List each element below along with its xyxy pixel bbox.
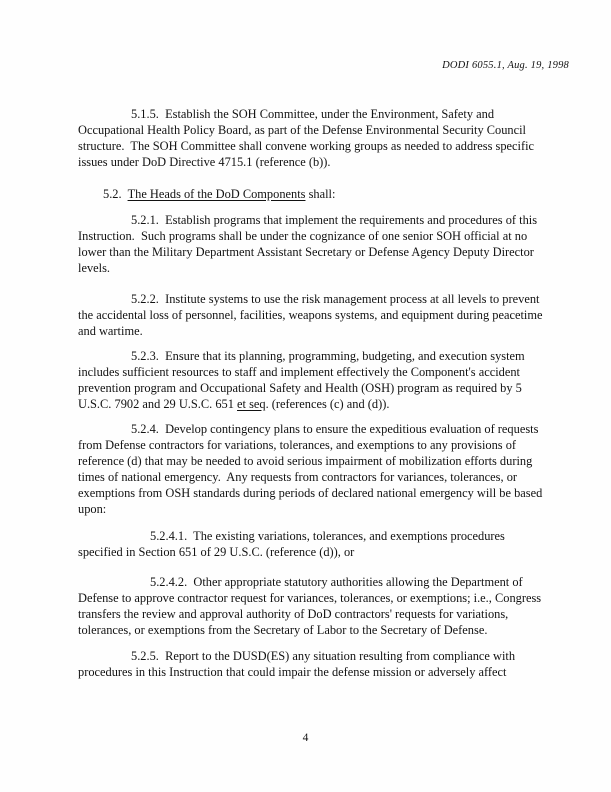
section-heading-suffix: shall: <box>305 187 336 201</box>
paragraph-5-2-3 <box>78 348 544 412</box>
paragraph-5-2-1: 5.2.1. Establish programs that implement the requirements and procedures of this Instruction. Such programs shall be under the cognizance of one senior SOH official at no lower than the Military Department Assistant Secretary or Defense Agency Deputy Director levels. <box>78 213 541 275</box>
paragraph-5-2-3-text-after: . (references (c) and (d)). <box>265 397 390 411</box>
paragraph-5-2-4: 5.2.4. Develop contingency plans to ensure the expeditious evaluation of requests from Defense contractors for variations, tolerances, and exemptions to any provisions of reference (d) that may be needed to avoid serious impairment of mobilization efforts during times of national emergency. Any requests from contractors for variances, tolerances, or exemptions from OSH standards during periods of declared national emergency will be based upon: <box>78 422 546 516</box>
section-heading-number: 5.2. <box>103 187 128 201</box>
document-body <box>78 100 544 680</box>
section-heading-5-2 <box>78 186 544 202</box>
paragraph-5-1-5: 5.1.5. Establish the SOH Committee, under the Environment, Safety and Occupational Health Policy Board, as part of the Defense Environmental Security Council structure. The SOH Committee shall convene working groups as needed to address specific issues under DoD Directive 4715.1 (reference (b)). <box>78 107 538 169</box>
section-heading-underlined-text: The Heads of the DoD Components <box>127 187 306 201</box>
document-header: DODI 6055.1, Aug. 19, 1998 <box>442 60 569 71</box>
paragraph-5-2-4-1: 5.2.4.1. The existing variations, tolerances, and exemptions procedures specified in Section 651 of 29 U.S.C. (reference (d)), or <box>78 529 508 559</box>
paragraph-5-2-2: 5.2.2. Institute systems to use the risk management process at all levels to prevent the accidental loss of personnel, facilities, weapons systems, and equipment during peacetime and wartime. <box>78 292 546 338</box>
page-number: 4 <box>302 732 309 744</box>
paragraph-5-2-4-2: 5.2.4.2. Other appropriate statutory authorities allowing the Department of Defense to approve contractor request for variances, tolerances, or exemptions; i.e., Congress transfers the review and approval authority of DoD contractors' requests for variations, tolerances, or exemptions from the Secretary of Labor to the Secretary of Defense. <box>78 575 545 637</box>
paragraph-5-2-3-underlined-citation: et seq <box>237 397 266 411</box>
paragraph-5-2-5: 5.2.5. Report to the DUSD(ES) any situation resulting from compliance with procedures in this Instruction that could impair the defense mission or adversely affect <box>78 649 519 679</box>
paragraph-5-2-3-text-before: 5.2.3. Ensure that its planning, programming, budgeting, and execution system includes sufficient resources to staff and implement effectively the Component's accident prevention program and Occupational Safety and Health (OSH) program as required by 5 U.S.C. 7902 and 29 U.S.C. 651 <box>78 349 528 411</box>
